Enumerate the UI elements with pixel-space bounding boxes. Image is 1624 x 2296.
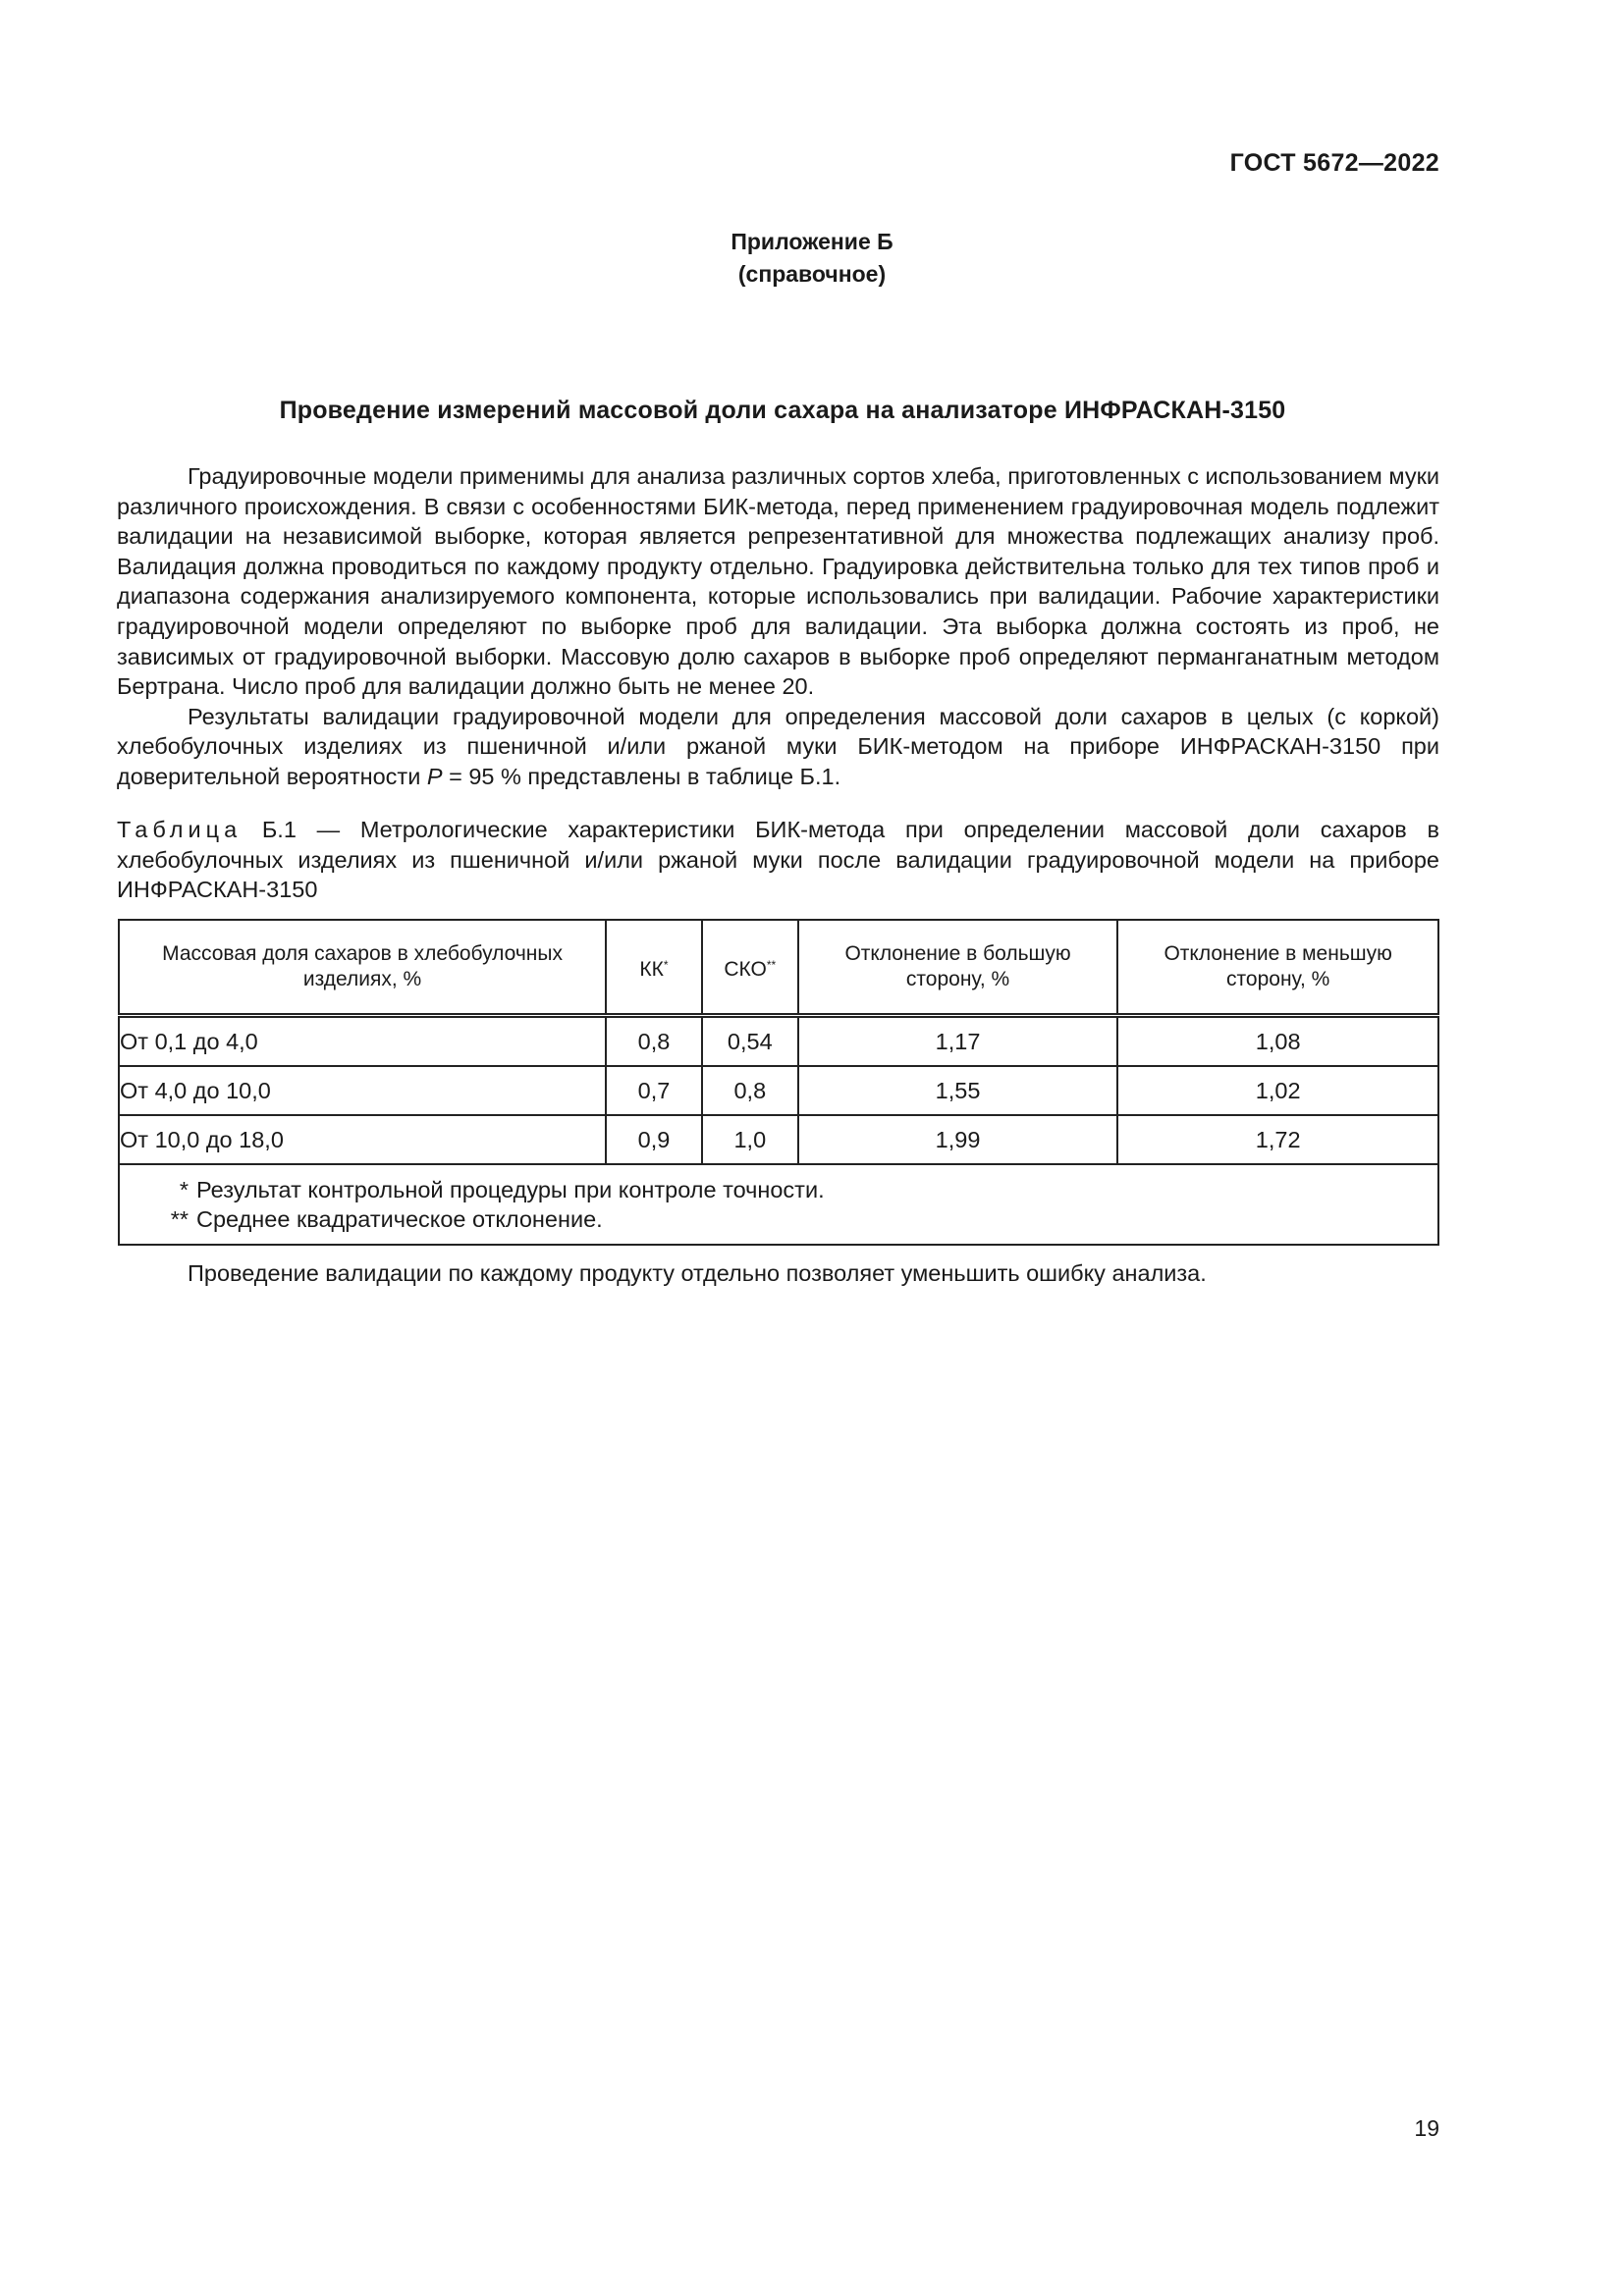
- header-range: Массовая доля сахаров в хлебобулочных изделиях, %: [119, 920, 606, 1016]
- section-title: Проведение измерений массовой доли сахара на анализаторе ИНФРАСКАН-3150: [279, 397, 1286, 424]
- cell-deviation-up: 1,17: [798, 1016, 1118, 1067]
- cell-kk: 0,8: [606, 1016, 702, 1067]
- cell-deviation-down: 1,72: [1117, 1115, 1438, 1164]
- header-deviation-down: Отклонение в меньшую сторону, %: [1117, 920, 1438, 1016]
- body-text: [117, 461, 1439, 792]
- cell-sko: 1,0: [702, 1115, 798, 1164]
- paragraph-text: = 95 % представлены в таблице Б.1.: [442, 763, 841, 789]
- probability-symbol: P: [426, 763, 443, 789]
- table-header-row: [119, 920, 1438, 1016]
- table-caption-text: Б.1 — Метрологические характеристики БИК-метода при определении массовой доли сахаров в хлебобулочных изделиях из пшеничной и/или ржаной муки после валидации градуировочной модели на приборе ИНФРАСКАН-3150: [117, 817, 1439, 903]
- standard-header: ГОСТ 5672—2022: [1229, 149, 1439, 177]
- table-footnotes: [119, 1164, 1438, 1245]
- header-deviation-up: Отклонение в большую сторону, %: [798, 920, 1118, 1016]
- footnote-text: Среднее квадратическое отклонение.: [196, 1206, 603, 1232]
- page-number: 19: [1414, 2115, 1439, 2141]
- cell-sko: 0,54: [702, 1016, 798, 1067]
- footnote-mark: **: [170, 1206, 189, 1232]
- annex-heading: [0, 226, 1624, 291]
- paragraph: Градуировочные модели применимы для анализа различных сортов хлеба, приготовленных с использованием муки различного происхождения. В связи с особенностями БИК-метода, перед применением градуировочная модель подлежит валидации на независимой выборке, которая является репрезентативной для множества подлежащих анализу проб. Валидация должна проводиться по каждому продукту отдельно. Градуировка действительна только для тех типов проб и диапазона содержания анализируемого компонента, которые использовались при валидации. Рабочие характеристики градуировочной модели определяют по выборке проб для валидации. Эта выборка должна состоять из проб, не зависимых от градуировочной выборки. Массовую долю сахаров в выборке проб определяют перманганатным методом Бертрана. Число проб для валидации должно быть не менее 20.: [117, 463, 1439, 700]
- cell-range: От 0,1 до 4,0: [119, 1016, 606, 1067]
- footnote-mark: *: [179, 1177, 189, 1202]
- paragraph-text: Результаты валидации градуировочной модели для определения массовой доли сахаров в целых (с коркой) хлебобулочных изделиях из пшеничной и/или ржаной муки БИК-методом на приборе ИНФРАСКАН-3150 при доверительной вероятности: [117, 703, 1439, 789]
- table-caption: [117, 815, 1439, 905]
- footnote: [159, 1204, 1437, 1234]
- cell-deviation-up: 1,55: [798, 1066, 1118, 1115]
- cell-kk: 0,9: [606, 1115, 702, 1164]
- cell-deviation-down: 1,08: [1117, 1016, 1438, 1067]
- table-row: [119, 1066, 1438, 1115]
- table-row: [119, 1115, 1438, 1164]
- header-sko: СКО**: [702, 920, 798, 1016]
- header-kk: КК*: [606, 920, 702, 1016]
- metrology-table: [118, 919, 1439, 1246]
- table-row: [119, 1016, 1438, 1067]
- cell-range: От 10,0 до 18,0: [119, 1115, 606, 1164]
- annex-title: Приложение Б: [731, 229, 893, 254]
- cell-range: От 4,0 до 10,0: [119, 1066, 606, 1115]
- footnote-text: Результат контрольной процедуры при контроле точности.: [196, 1177, 825, 1202]
- cell-sko: 0,8: [702, 1066, 798, 1115]
- footnote: [159, 1175, 1437, 1204]
- annex-type: (справочное): [737, 261, 887, 287]
- cell-deviation-up: 1,99: [798, 1115, 1118, 1164]
- table-caption-label: Таблица: [117, 817, 243, 842]
- closing-paragraph: Проведение валидации по каждому продукту отдельно позволяет уменьшить ошибку анализа.: [188, 1260, 1207, 1286]
- cell-kk: 0,7: [606, 1066, 702, 1115]
- paragraph: [117, 702, 1439, 792]
- cell-deviation-down: 1,02: [1117, 1066, 1438, 1115]
- table-footnotes-row: [119, 1164, 1438, 1245]
